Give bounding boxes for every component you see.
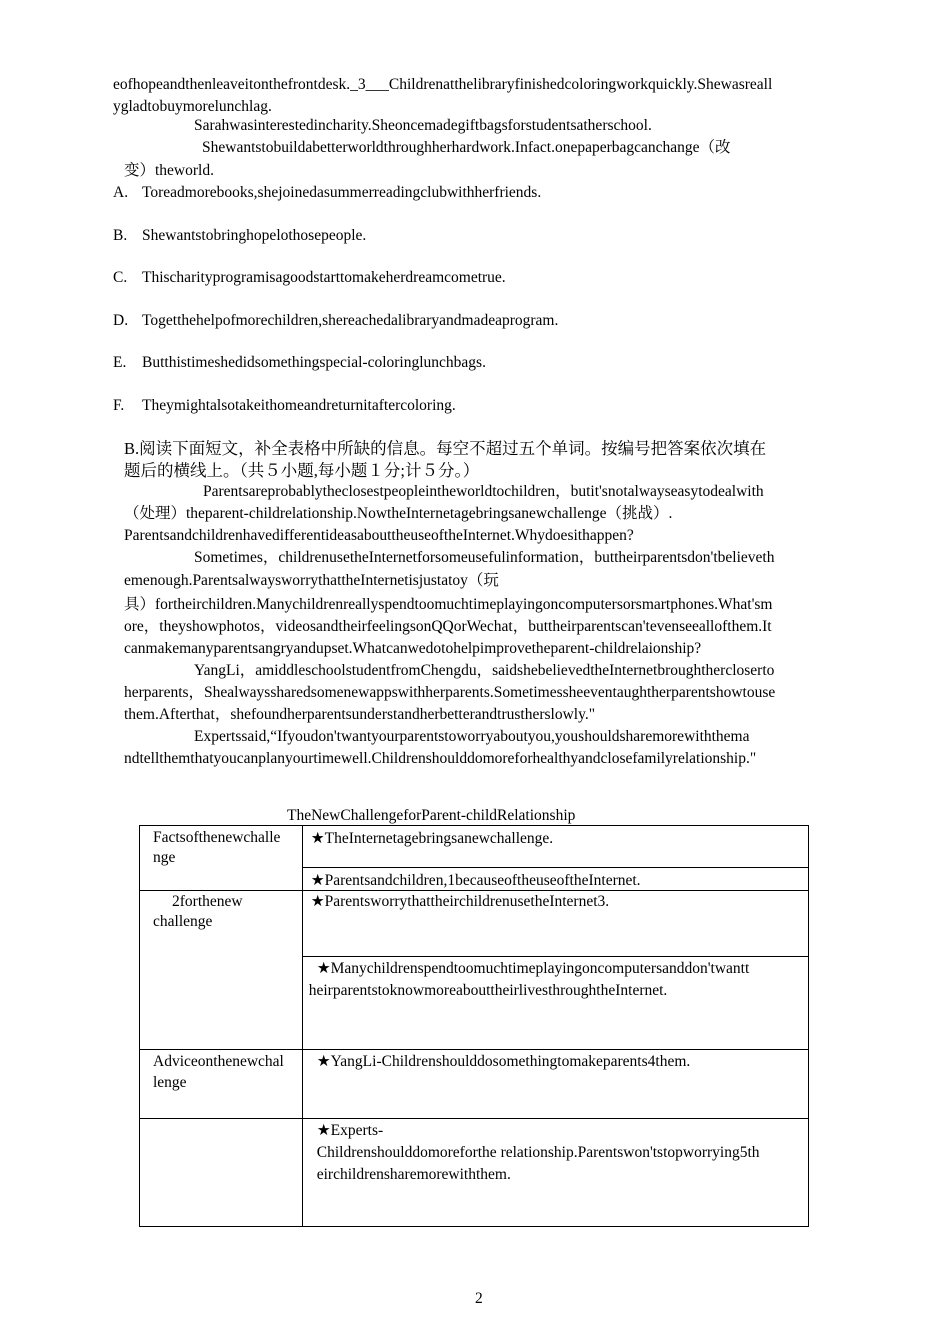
row-label: lenge <box>153 1074 187 1091</box>
passage-line: canmakemanyparentsangryandupset.Whatcanwedotohelpimprovetheparent-childrelaionship? <box>124 640 702 657</box>
option-letter: B. <box>113 227 128 244</box>
passage-line: ygladtobuymorelunchlag. <box>113 98 272 115</box>
table-cell <box>302 868 808 891</box>
table-row-label-cell <box>140 826 303 891</box>
option-letter: A. <box>113 184 129 201</box>
passage-line: herparents，Shealwayssharedsomenewappswithherparents.Sometimessheeventaughtherparentshowtouse <box>124 684 776 701</box>
passage-line: them.Afterthat，shefoundherparentsunderstandherbetterandtrustherslowly." <box>124 706 596 723</box>
table-cell <box>302 1119 808 1227</box>
passage-line: ndtellthemthatyoucanplanyourtimewell.Childrenshoulddomoreforhealthyandclosefamilyrelationship." <box>124 750 757 767</box>
cell-text: ★YangLi-Childrenshoulddosomethingtomakeparents4them. <box>316 1053 691 1070</box>
passage-line: ParentsandchildrenhavedifferentideasabouttheuseoftheInternet.Whydoesithappen? <box>124 527 634 544</box>
passage-line: eofhopeandthenleaveitonthefrontdesk._3___Childrenatthelibraryfinishedcoloringworkquickly.Shewasreall <box>113 76 773 93</box>
cell-text: ★Parentsandchildren,1becauseoftheuseoftheInternet. <box>310 872 641 889</box>
page-number: 2 <box>475 1290 483 1307</box>
table-row-label-cell <box>140 891 303 1050</box>
info-table <box>139 825 809 1227</box>
section-b-instructions: 题后的横线上。（共５小题,每小题１分;计５分。） <box>124 461 480 480</box>
option-text: Theymightalsotakeithomeandreturnitaftercoloring. <box>142 397 456 414</box>
option-letter: E. <box>113 354 127 371</box>
cell-text: ★TheInternetagebringsanewchallenge. <box>310 830 554 847</box>
passage-line: Expertssaid,“Ifyoudon'twantyourparentstoworryaboutyou,youshouldsharemorewiththema <box>194 728 750 745</box>
cell-text: Childrenshoulddomoreforthe relationship.Parentswon'tstopworrying5th <box>316 1144 760 1161</box>
option-text: Thischarityprogramisagoodstarttomakeherdreamcometrue. <box>142 269 506 286</box>
row-label: Adviceonthenewchal <box>153 1053 284 1070</box>
table-cell <box>302 891 808 957</box>
passage-line: Shewantstobuildabetterworldthroughherhardwork.Infact.onepaperbagcanchange（改 <box>202 139 731 156</box>
cell-text: heirparentstoknowmoreabouttheirlivesthroughtheInternet. <box>308 982 668 999</box>
table-cell <box>302 1050 808 1119</box>
section-b-instructions: B.阅读下面短文，补全表格中所缺的信息。每空不超过五个单词。按编号把答案依次填在 <box>124 439 767 458</box>
cell-text: ★Manychildrenspendtoomuchtimeplayingoncomputersanddon'twantt <box>316 960 750 977</box>
passage-line: Sarahwasinterestedincharity.Sheoncemadegiftbagsforstudentsatherschool. <box>194 117 652 134</box>
table-cell <box>302 957 808 1050</box>
cell-text: ★ParentsworrythattheirchildrenusetheInternet3. <box>310 893 610 910</box>
table-row-label-cell <box>140 1050 303 1119</box>
passage-line: 具）fortheirchildren.Manychildrenreallyspendtoomuchtimeplayingoncomputersorsmartphones.What'sm <box>124 596 773 613</box>
passage-line: 变）theworld. <box>124 162 214 179</box>
option-text: Shewantstobringhopelothosepeople. <box>142 227 367 244</box>
option-letter: C. <box>113 269 128 286</box>
passage-line: YangLi，amiddleschoolstudentfromChengdu，saidshebelievedtheInternetbroughthercloserto <box>194 662 775 679</box>
table-row-label-cell <box>140 1119 303 1227</box>
passage-line: （处理）theparent-childrelationship.NowtheInternetagebringsanewchallenge（挑战）. <box>124 505 673 522</box>
option-text: Toreadmorebooks,shejoinedasummerreadingclubwithherfriends. <box>142 184 542 201</box>
option-text: Togetthehelpofmorechildren,shereachedalibraryandmadeaprogram. <box>142 312 559 329</box>
table-title: TheNewChallengeforParent-childRelationship <box>287 807 576 824</box>
passage-line: emenough.ParentsalwaysworrythattheInternetisjustatoy（玩 <box>124 572 499 589</box>
passage-line: ore，theyshowphotos，videosandtheirfeelingsonQQorWechat，buttheirparentscan'tevenseeallofthem.It <box>124 618 772 635</box>
option-text: Butthistimeshedidsomethingspecial-coloringlunchbags. <box>142 354 486 371</box>
option-letter: F. <box>113 397 125 414</box>
row-label: challenge <box>153 913 213 930</box>
option-letter: D. <box>113 312 129 329</box>
table-cell <box>302 826 808 868</box>
cell-text: ★Experts- <box>316 1122 384 1139</box>
row-label: Factsofthenewchalle <box>153 829 281 846</box>
passage-line: Parentsareprobablytheclosestpeopleintheworldtochildren，butit'snotalwayseasytodealwith <box>203 483 764 500</box>
passage-line: Sometimes，childrenusetheInternetforsomeusefulinformation，buttheirparentsdon'tbelieveth <box>194 549 775 566</box>
row-label: nge <box>153 849 176 866</box>
cell-text: eirchildrensharemorewiththem. <box>316 1166 511 1183</box>
row-label: 2forthenew <box>172 893 243 910</box>
